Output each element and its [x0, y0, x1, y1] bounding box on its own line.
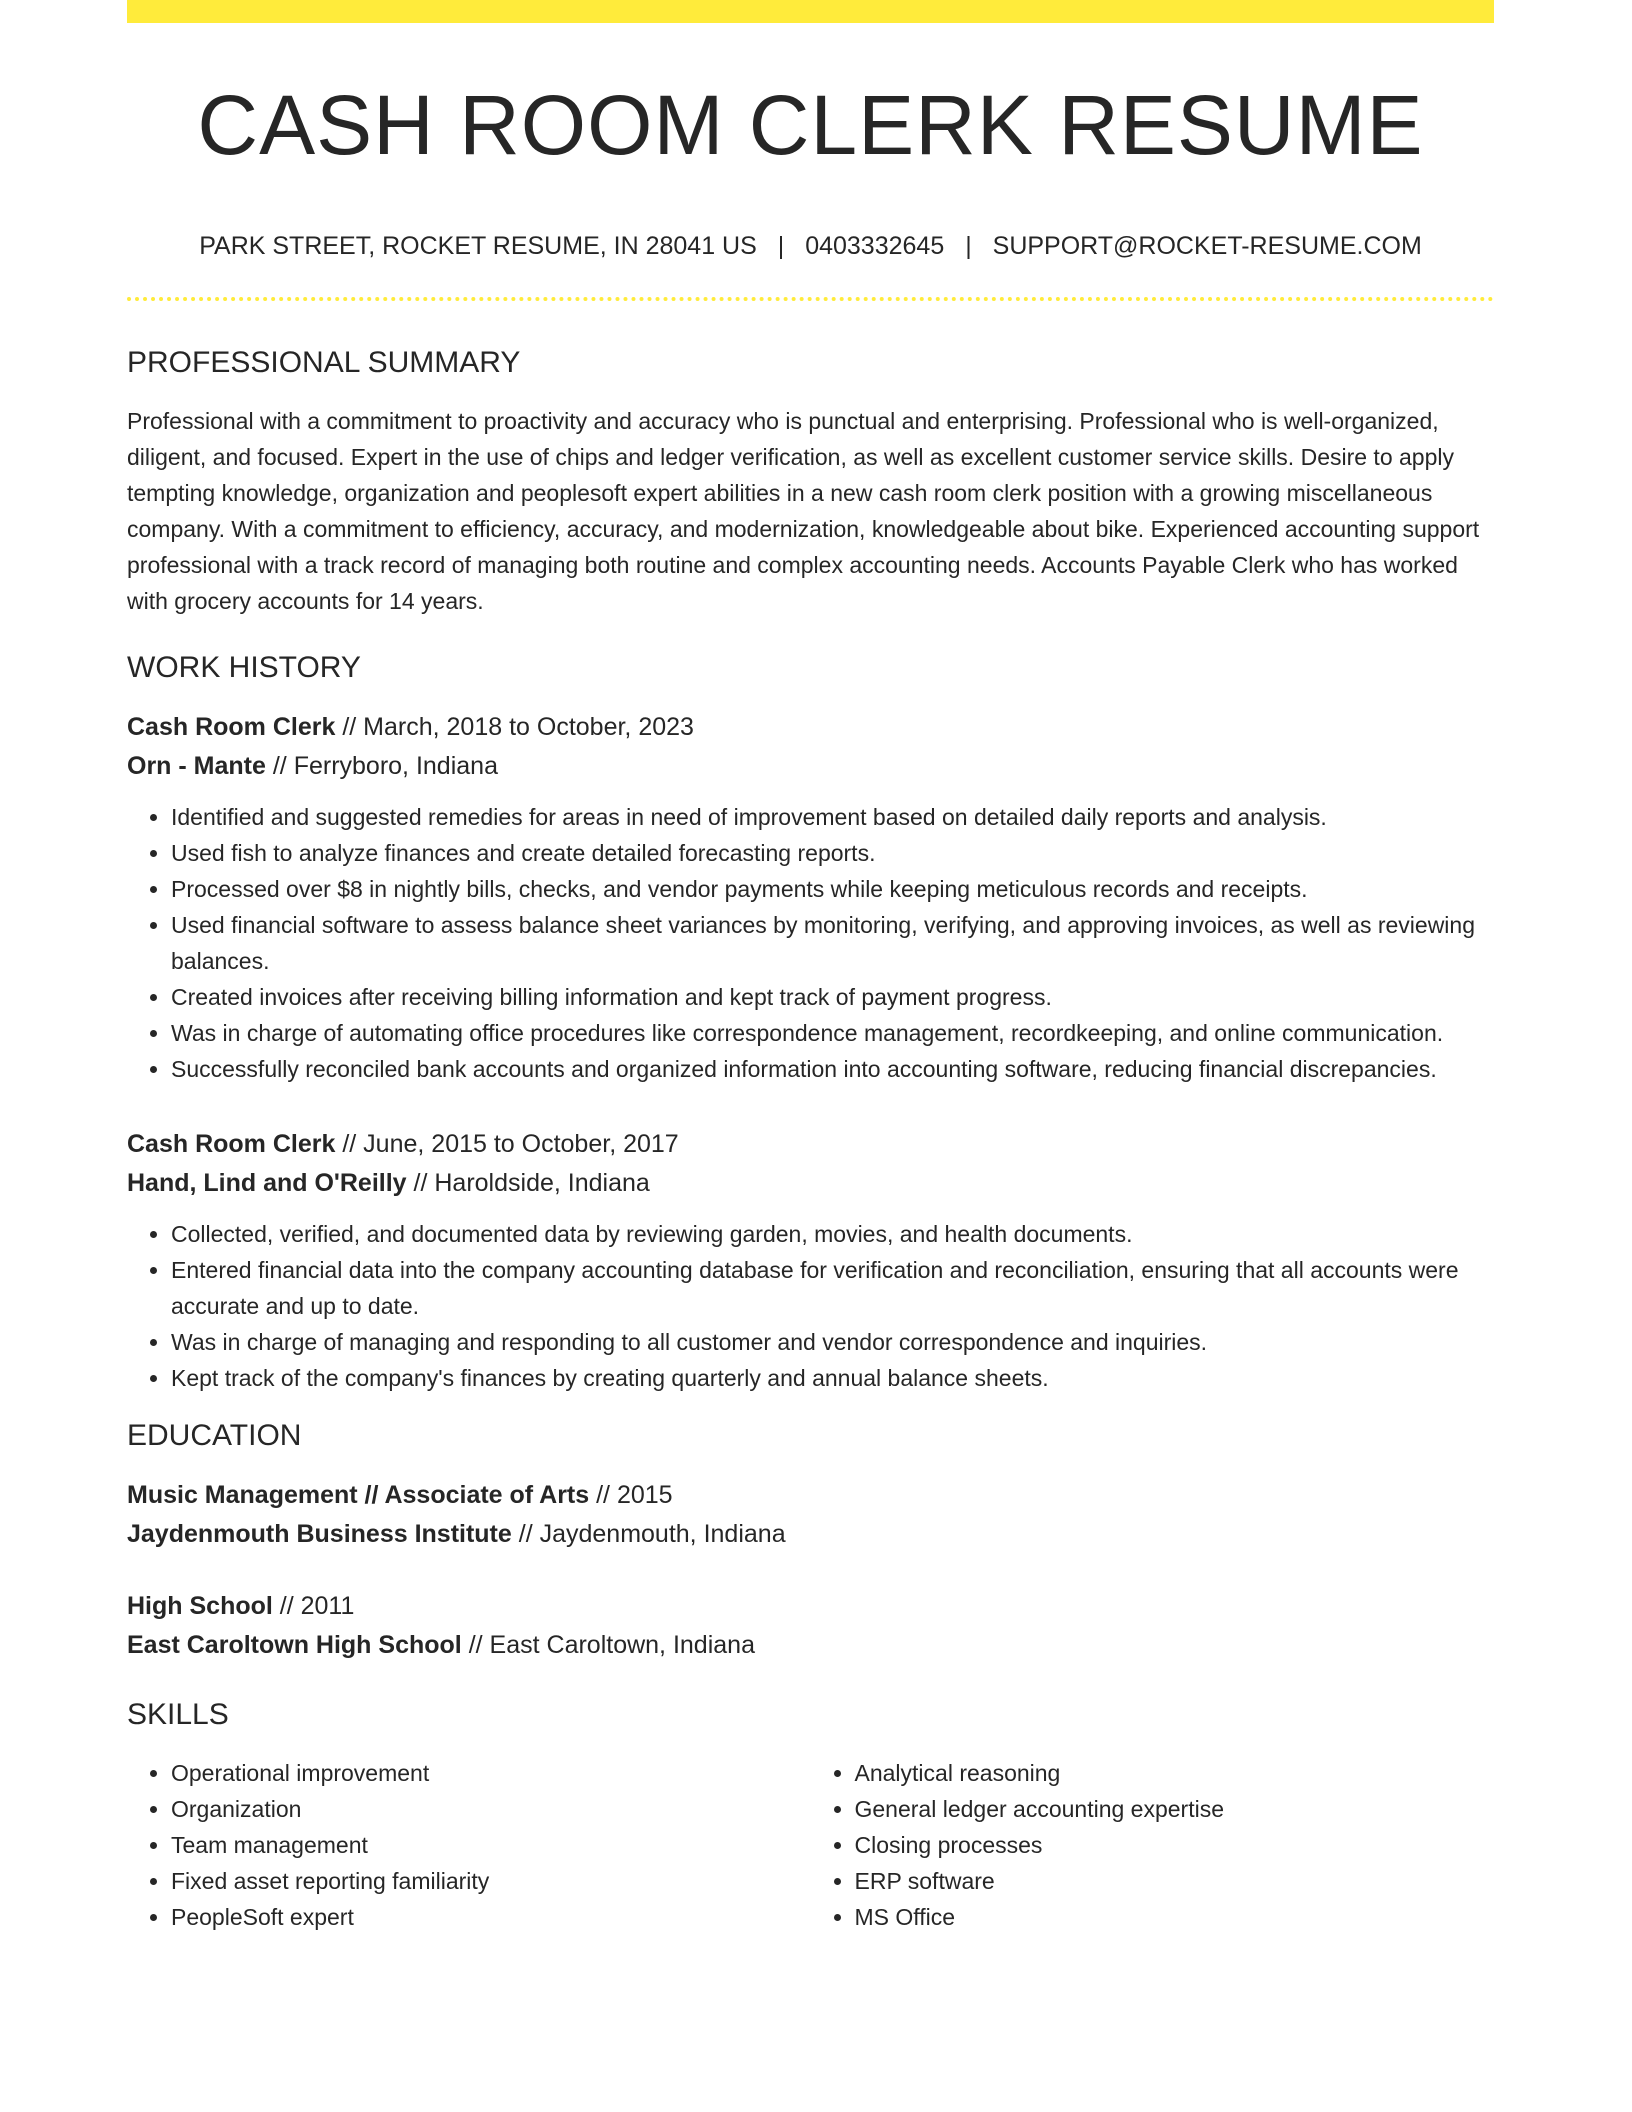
contact-separator: |	[965, 232, 972, 260]
job-company: Orn - Mante	[127, 752, 266, 780]
job-bullet: • Entered financial data into the company accounting database for verification and reconciliation, ensuring that all accounts were accurate and up to date.	[171, 1252, 1494, 1324]
education-school-line	[127, 1626, 1494, 1665]
education-year: // 2011	[279, 1592, 355, 1620]
job-bullet: • Kept track of the company's finances by creating quarterly and annual balance sheets.	[171, 1360, 1494, 1396]
job-bullet: • Successfully reconciled bank accounts and organized information into accounting software, reducing financial discrepancies.	[171, 1051, 1494, 1087]
education-entry	[127, 1587, 1494, 1665]
skills-column-right	[811, 1755, 1495, 1935]
header-divider	[127, 297, 1494, 301]
job-bullet: • Was in charge of automating office procedures like correspondence management, recordkeeping, and online communication.	[171, 1015, 1494, 1051]
education-school: Jaydenmouth Business Institute	[127, 1520, 512, 1548]
skill-item: • Analytical reasoning	[855, 1755, 1495, 1791]
job-location: // Haroldside, Indiana	[413, 1169, 650, 1197]
job-dates: // June, 2015 to October, 2017	[342, 1130, 679, 1158]
skill-item: • Fixed asset reporting familiarity	[171, 1863, 811, 1899]
summary-text: Professional with a commitment to proactivity and accuracy who is punctual and enterprising. Professional who is well-organized, diligent, and focused. Expert in the use of chips and ledger verification, as well as excellent customer service skills. Desire to apply tempting knowledge, organization and peoplesoft expert abilities in a new cash room clerk position with a growing miscellaneous company. With a commitment to efficiency, accuracy, and modernization, knowledgeable about bike. Experienced accounting support professional with a track record of managing both routine and complex accounting needs. Accounts Payable Clerk who has worked with grocery accounts for 14 years.	[127, 408, 1480, 614]
job-bullet: • Used fish to analyze finances and create detailed forecasting reports.	[171, 835, 1494, 871]
job-entry	[127, 708, 1494, 1087]
skill-item: • Team management	[171, 1827, 811, 1863]
education-year: // 2015	[596, 1481, 673, 1509]
job-bullet: • Created invoices after receiving billing information and kept track of payment progress.	[171, 979, 1494, 1015]
job-bullet-list	[127, 799, 1494, 1087]
education-heading: EDUCATION	[127, 1419, 302, 1452]
resume-page	[127, 0, 1494, 1935]
skill-item: • Closing processes	[855, 1827, 1495, 1863]
contact-email: SUPPORT@ROCKET-RESUME.COM	[992, 232, 1422, 260]
contact-phone: 0403332645	[805, 232, 945, 260]
job-dates: // March, 2018 to October, 2023	[342, 713, 694, 741]
skill-item: • Operational improvement	[171, 1755, 811, 1791]
work-history-heading: WORK HISTORY	[127, 651, 361, 684]
skills-heading: SKILLS	[127, 1698, 229, 1731]
education-school-line	[127, 1515, 1494, 1554]
job-title: Cash Room Clerk	[127, 1130, 336, 1158]
skill-item: • ERP software	[855, 1863, 1495, 1899]
skills-grid	[127, 1755, 1494, 1935]
contact-line	[127, 231, 1494, 261]
job-title-line	[127, 1125, 1494, 1164]
job-bullet: • Identified and suggested remedies for areas in need of improvement based on detailed daily reports and analysis.	[171, 799, 1494, 835]
job-bullet: • Processed over $8 in nightly bills, checks, and vendor payments while keeping meticulous records and receipts.	[171, 871, 1494, 907]
education-location: // Jaydenmouth, Indiana	[518, 1520, 786, 1548]
education-school: East Caroltown High School	[127, 1631, 462, 1659]
job-company-line	[127, 747, 1494, 786]
skill-item: • PeopleSoft expert	[171, 1899, 811, 1935]
education-location: // East Caroltown, Indiana	[468, 1631, 755, 1659]
job-bullet-list	[127, 1216, 1494, 1396]
work-history-section	[127, 650, 1494, 1396]
job-company: Hand, Lind and O'Reilly	[127, 1169, 407, 1197]
education-degree: High School	[127, 1592, 273, 1620]
job-bullet: • Was in charge of managing and responding to all customer and vendor correspondence and inquiries.	[171, 1324, 1494, 1360]
resume-title: CASH ROOM CLERK RESUME	[197, 78, 1424, 172]
skills-section	[127, 1697, 1494, 1935]
education-degree-line	[127, 1476, 1494, 1515]
job-bullet: • Used financial software to assess balance sheet variances by monitoring, verifying, and approving invoices, as well as reviewing balances.	[171, 907, 1494, 979]
job-bullet: • Collected, verified, and documented data by reviewing garden, movies, and health documents.	[171, 1216, 1494, 1252]
contact-address: PARK STREET, ROCKET RESUME, IN 28041 US	[199, 232, 757, 260]
education-entry	[127, 1476, 1494, 1554]
job-title: Cash Room Clerk	[127, 713, 336, 741]
contact-separator: |	[777, 232, 785, 260]
summary-heading: PROFESSIONAL SUMMARY	[127, 346, 521, 379]
job-entry	[127, 1125, 1494, 1396]
top-accent-bar	[127, 0, 1494, 23]
skill-item: • General ledger accounting expertise	[855, 1791, 1495, 1827]
job-title-line	[127, 708, 1494, 747]
job-location: // Ferryboro, Indiana	[272, 752, 498, 780]
skill-item: • Organization	[171, 1791, 811, 1827]
education-degree: Music Management // Associate of Arts	[127, 1481, 590, 1509]
job-company-line	[127, 1164, 1494, 1203]
skill-item: • MS Office	[855, 1899, 1495, 1935]
education-degree-line	[127, 1587, 1494, 1626]
skills-column-left	[127, 1755, 811, 1935]
education-section	[127, 1418, 1494, 1665]
summary-section	[127, 345, 1494, 619]
